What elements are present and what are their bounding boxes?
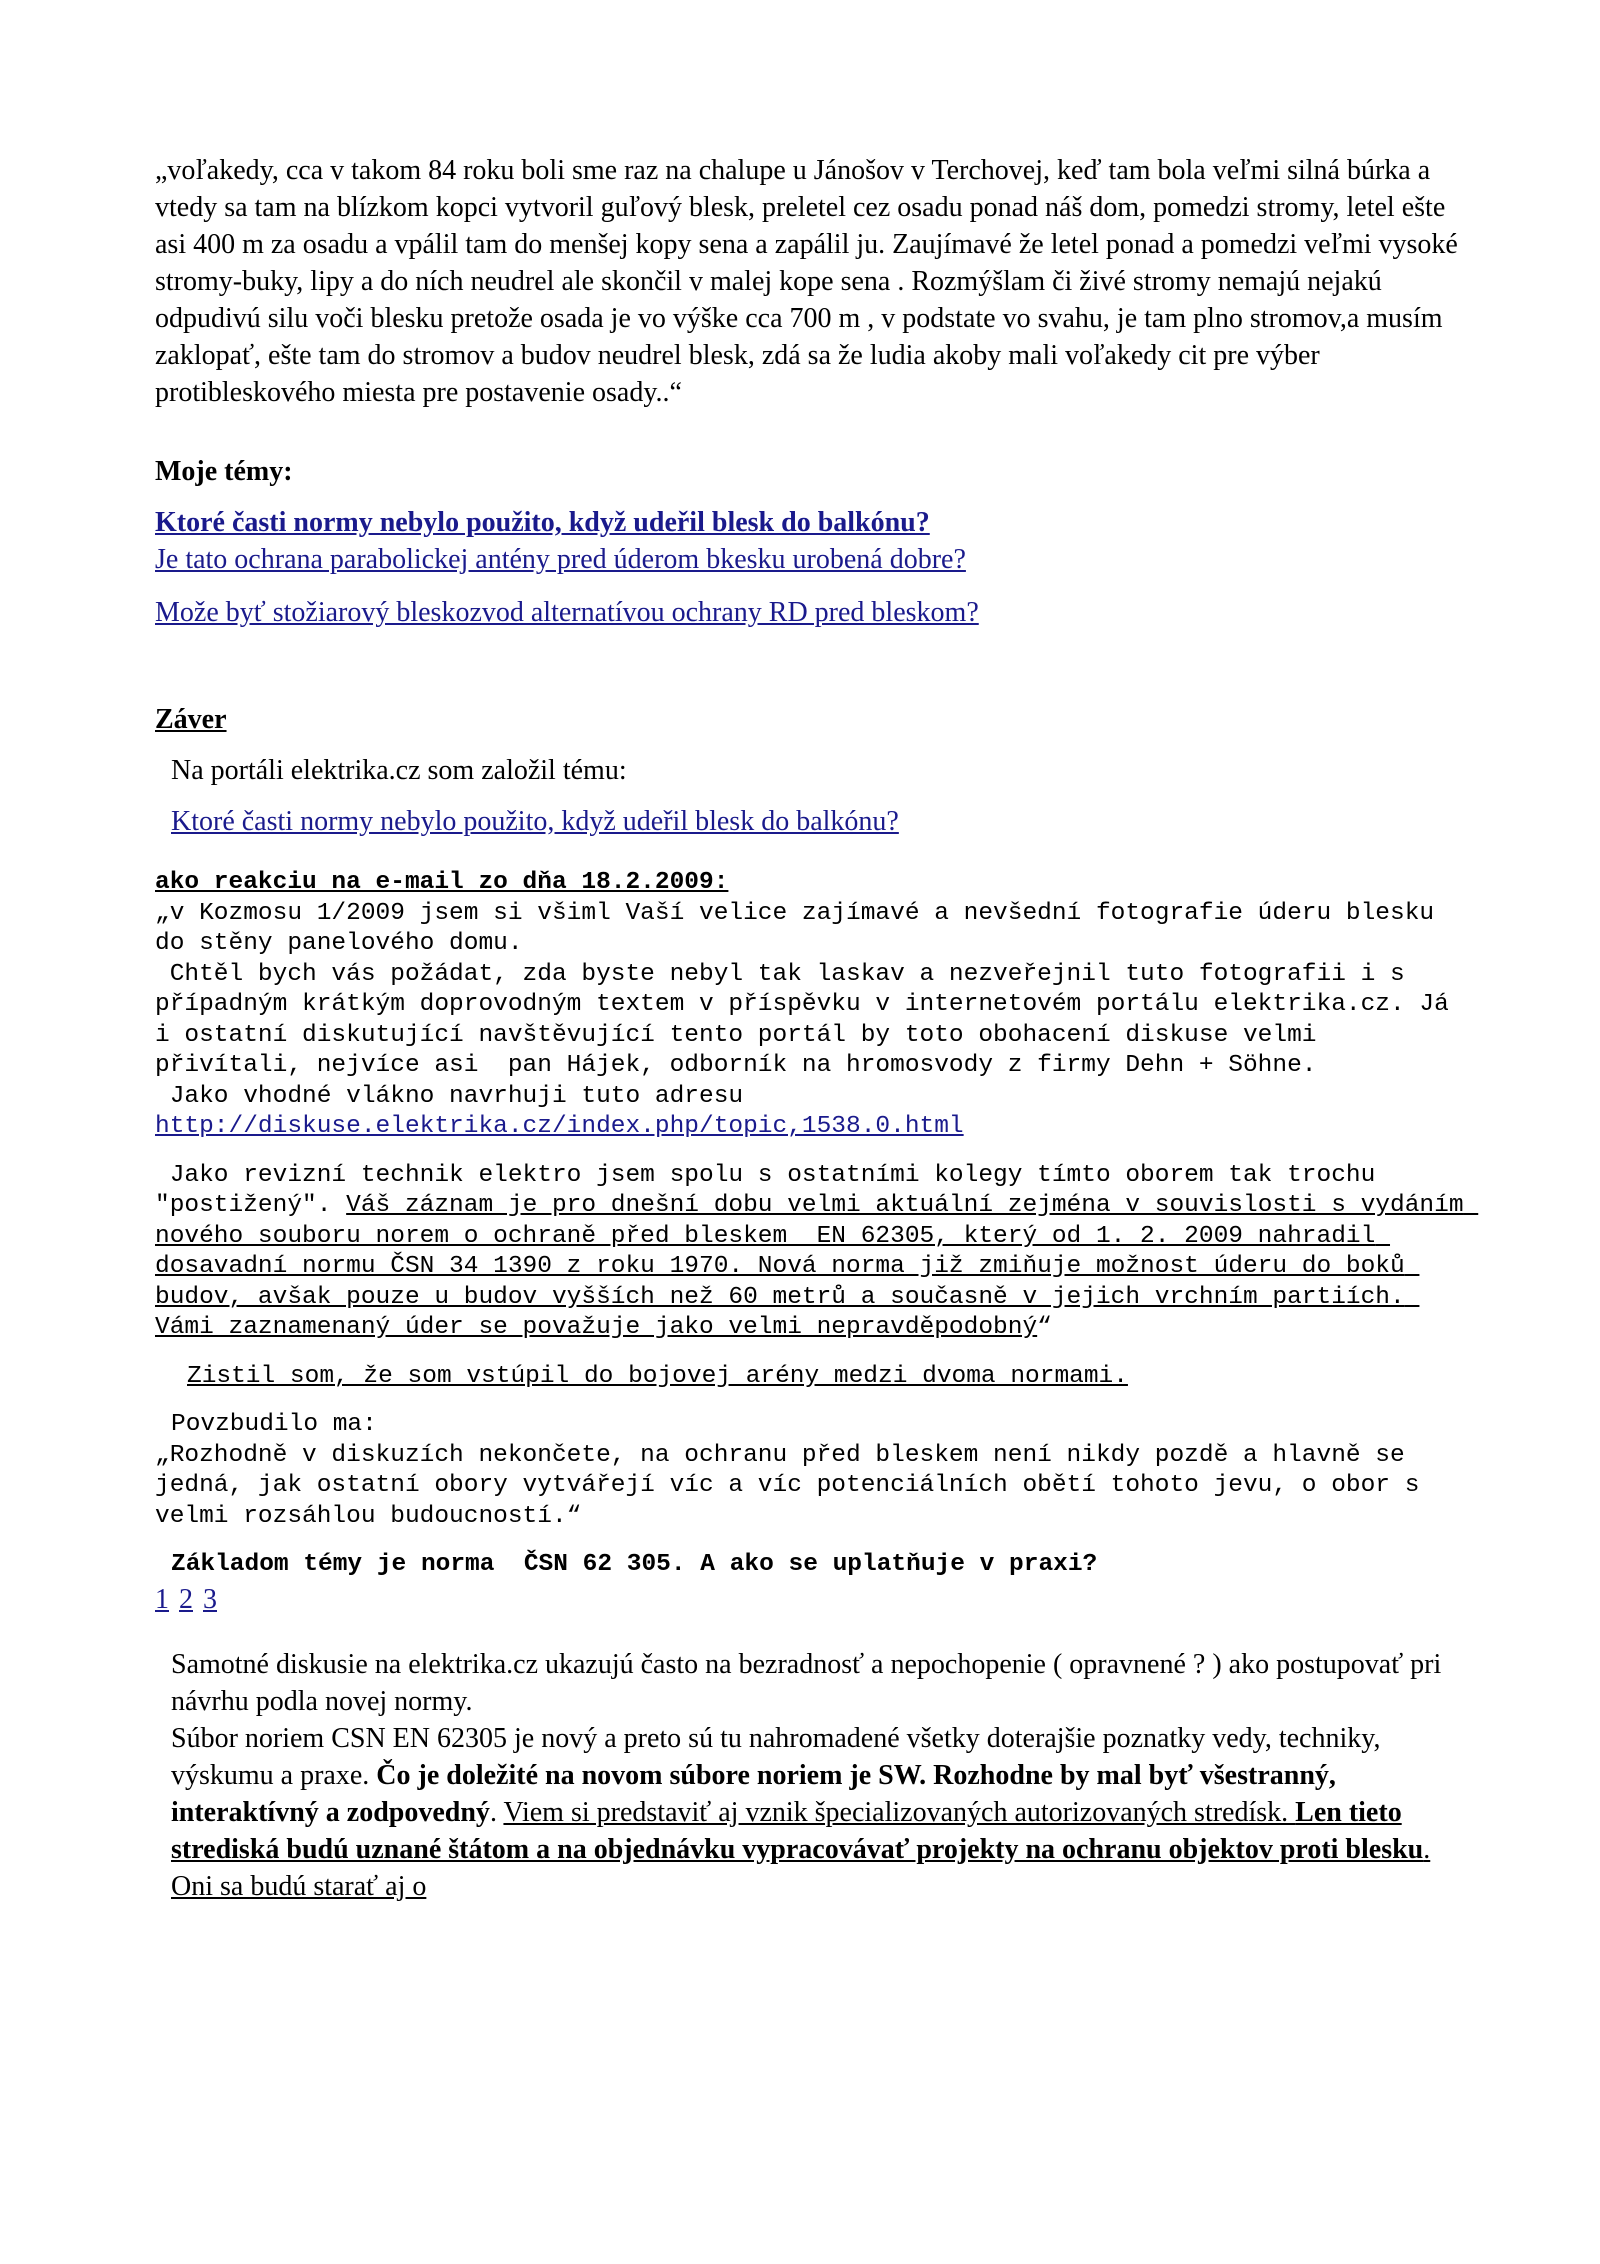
topic-basis: Základom témy je norma ČSN 62 305. A ako se uplatňuje v praxi? [171, 1551, 1098, 1578]
closing-p2-dot: . [489, 1796, 504, 1828]
document-page [155, 152, 1479, 1905]
intro-quote: „voľakedy, cca v takom 84 roku boli sme raz na chalupe u Jánošov v Terchovej, keď tam bola veľmi silná búrka a vtedy sa tam na blízkom kopci vytvoril guľový blesk, preletel cez osadu ponad náš dom, pomedzi stromy, letel ešte asi 400 m za osadu a vpálil tam do menšej kopy sena a zapálil ju. Zaujímavé že letel ponad a pomedzi veľmi vysoké stromy-buky, lipy a do ních neudrel ale skončil v malej kope sena . Rozmýšlam či živé stromy nemajú nejakú odpudivú silu voči blesku pretože osada je vo výške cca 700 m , v podstate vo svahu, je tam plno stromov,a musím zaklopať, ešte tam do stromov a budov neudrel blesk, zdá sa že ludia akoby mali voľakedy cit pre výber protibleskového miesta pre postavenie osady..“ [155, 155, 1458, 408]
closing-p2-bold-underlined: Len tieto strediská budú uznané štátom a na objednávku vypracovávať projekty na ochranu objektov proti blesku [171, 1796, 1424, 1865]
arena-text: Zistil som, že som vstúpil do bojovej arény medzi dvoma normami. [187, 1362, 1128, 1390]
my-topics-heading: Moje témy: [155, 456, 293, 487]
my-topics-list [155, 504, 1475, 631]
email-paragraph-3: Jako vhodné vlákno navrhuji tuto adresu [155, 1082, 744, 1110]
closing-p2-end: . Oni sa budú starať aj o [171, 1833, 1431, 1902]
page-link-1[interactable]: 1 [155, 1583, 169, 1615]
page-link-2[interactable]: 2 [179, 1583, 193, 1615]
email-paragraph-1: „v Kozmosu 1/2009 jsem si všiml Vaší velice zajímavé a nevšední fotografie úderu blesku do stěny panelového domu. [155, 899, 1449, 957]
email-paragraph-2: Chtěl bych vás požádat, zda byste nebyl tak laskav a nezveřejnil tuto fotografii i s případným krátkým doprovodným textem v příspěvku v internetovém portálu elektrika.cz. Já i ostatní diskutující navštěvující tento portál by toto obohacení diskuse velmi přivítali, nejvíce asi pan Hájek, odborník na hromosvody z firmy Dehn + Söhne. [155, 960, 1464, 1079]
closing-paragraph-1: Samotné diskusie na elektrika.cz ukazujú často na bezradnosť a nepochopenie ( opravnené ? ) ako postupovať pri návrhu podla novej normy. [171, 1648, 1442, 1717]
closing-p2-underlined: Viem si predstaviť aj vznik špecializovaných autorizovaných stredísk. [503, 1796, 1296, 1828]
conclusion-heading: Záver [155, 704, 227, 735]
conclusion-text: Na portáli elektrika.cz som založil tému: [171, 755, 627, 786]
closing-p2-start: Súbor noriem CSN EN 62305 je nový a preto sú tu nahromadené všetky doterajšie poznatky vedy, techniky, výskumu a praxe. [171, 1722, 1381, 1791]
email-paragraph-4 [155, 1161, 1479, 1344]
conclusion-topic-link[interactable]: Ktoré časti normy nebylo použito, když udeřil blesk do balkónu? [171, 806, 899, 837]
closing-paragraph-2 [155, 1720, 1475, 1905]
page-link-3[interactable]: 3 [203, 1583, 217, 1615]
closing-section [155, 1646, 1475, 1905]
pagination [155, 1581, 1475, 1618]
email-p4-start: Jako revizní technik elektro jsem spolu s ostatními kolegy tímto oborem tak trochu "postižený". [155, 1161, 1391, 1219]
forum-url-link[interactable]: http://diskuse.elektrika.cz/index.php/topic,1538.0.html [155, 1113, 964, 1140]
closing-p2-bold: Čo je doležité na novom súbore noriem je SW. Rozhodne by mal byť všestranný, interaktívný a zodpovedný [171, 1759, 1336, 1828]
encouraged-text: Povzbudilo ma: [171, 1411, 377, 1438]
topic-link-antenna[interactable]: Je tato ochrana parabolickej antény pred úderom bkesku urobená dobre? [155, 544, 966, 575]
email-heading: ako reakciu na e-mail zo dňa 18.2.2009: [155, 869, 729, 896]
encouraging-quote: „Rozhodně v diskuzích nekončete, na ochranu před bleskem není nikdy pozdě a hlavně se jedná, jak ostatní obory vytvářejí víc a víc potenciálních obětí tohoto jevu, o obor s velmi rozsáhlou budoucností.“ [155, 1441, 1435, 1530]
email-section [155, 868, 1479, 1581]
topic-link-balcony[interactable]: Ktoré časti normy nebylo použito, když udeřil blesk do balkónu? [155, 507, 930, 538]
topic-link-mast[interactable]: Može byť stožiarový bleskozvod alternatívou ochrany RD pred bleskom? [155, 597, 979, 628]
email-p4-underlined: Váš záznam je pro dnešní dobu velmi aktuální zejména v souvislosti s vydáním nového souboru norem o ochraně před bleskem EN 62305, který od 1. 2. 2009 nahradil dosavadní normu ČSN 34 1390 z roku 1970. Nová norma již zmiňuje možnost úderu do boků budov, avšak pouze u budov vyšších než 60 metrů a současně v jejich vrchním partiích. Vámi zaznamenaný úder se považuje jako velmi nepravděpodobný [155, 1192, 1479, 1341]
email-p4-end: “ [1037, 1314, 1052, 1341]
